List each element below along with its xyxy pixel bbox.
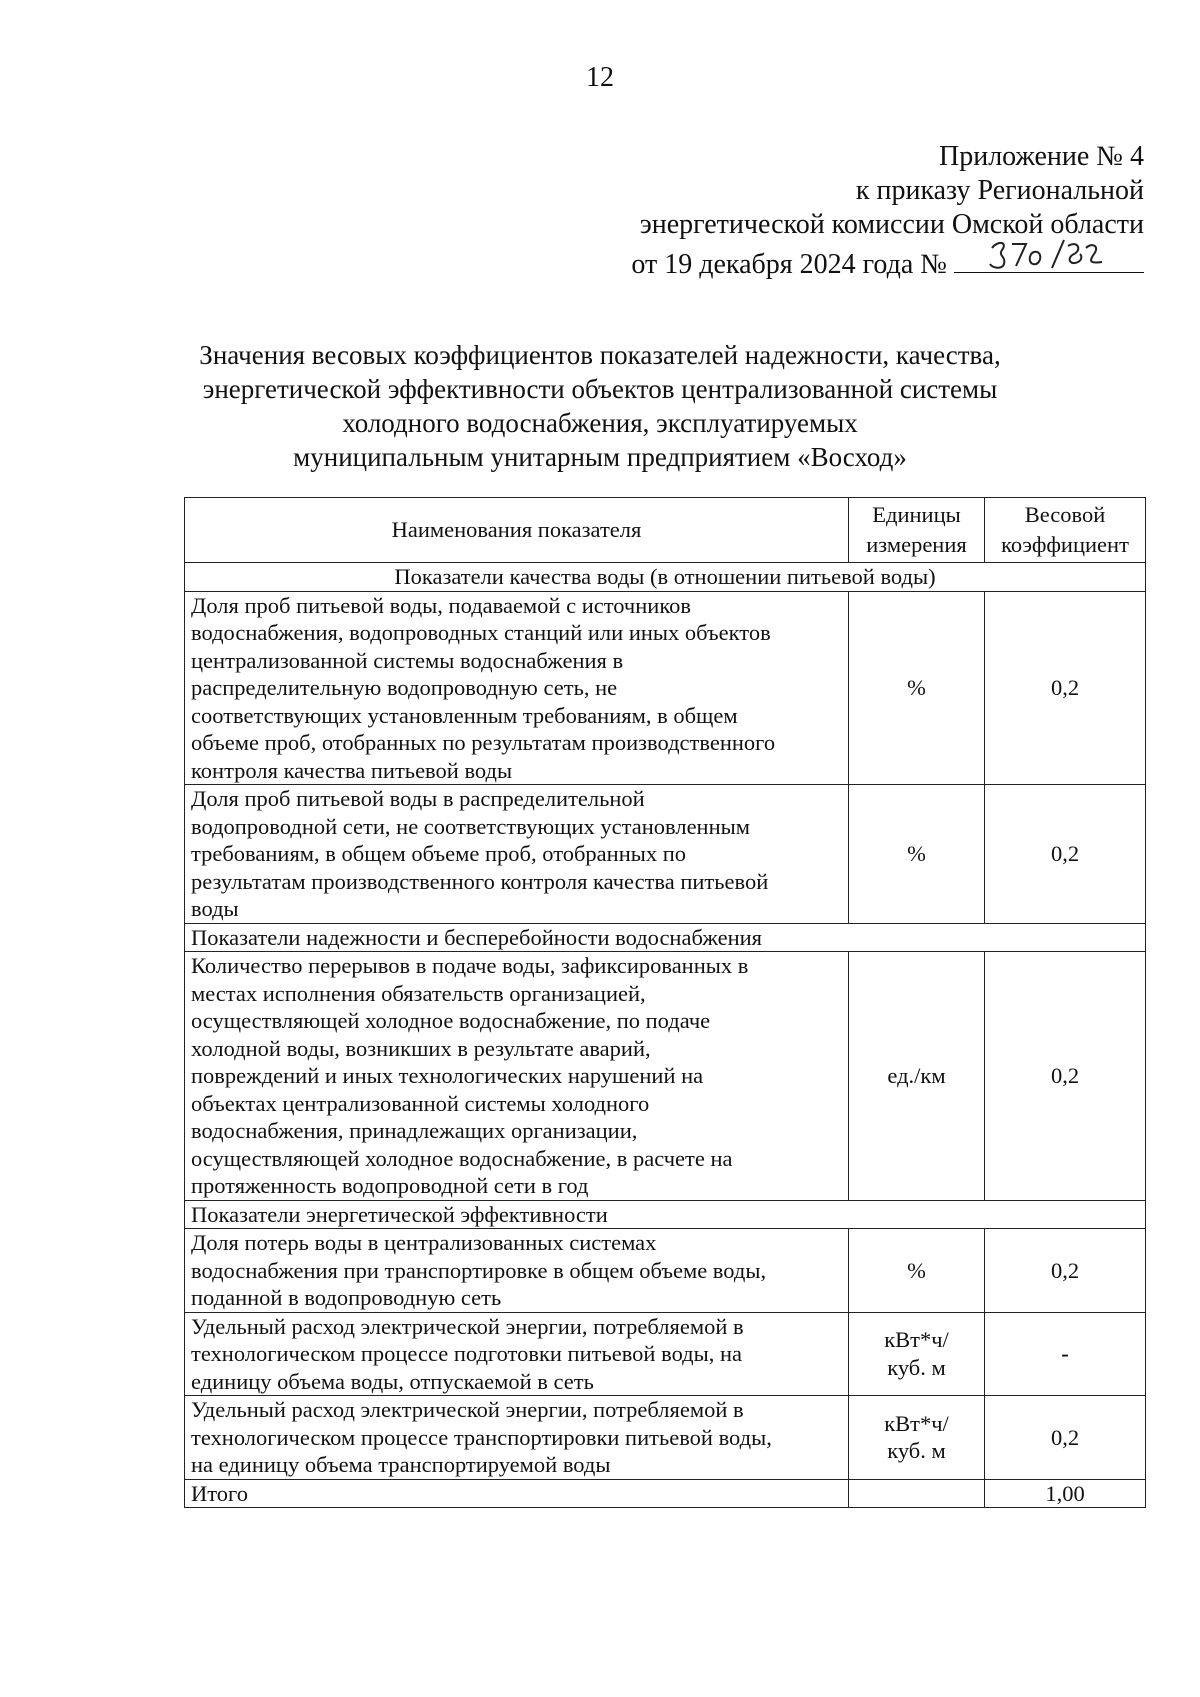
table-row [185, 1229, 1146, 1313]
name-line: результатам производственного контроля качества питьевой [191, 868, 769, 894]
header-unit-line-2: измерения [866, 532, 967, 557]
indicator-coef-6: 0,2 [985, 1396, 1146, 1480]
name-line: водоснабжения, принадлежащих организации, [191, 1118, 638, 1143]
indicator-name-4 [185, 1229, 849, 1313]
appendix-line-1: Приложение № 4 [939, 141, 1144, 172]
appendix-header [584, 140, 1144, 282]
indicator-unit-3: ед./км [849, 952, 985, 1201]
indicator-unit-2: % [849, 785, 985, 924]
indicator-name-1 [185, 591, 849, 785]
title-line-2: энергетической эффективности объектов централизованной системы [202, 374, 998, 404]
appendix-date-prefix: от 19 декабря 2024 года № [631, 249, 947, 280]
indicator-name-3 [185, 952, 849, 1201]
name-line: осуществляющей холодное водоснабжение, в расчете на [191, 1145, 733, 1171]
indicator-unit-1: % [849, 591, 985, 785]
name-line: Количество перерывов в подаче воды, зафиксированных в [191, 953, 749, 978]
appendix-line-4 [584, 242, 1144, 282]
section-row-water-quality [185, 563, 1146, 592]
total-row [185, 1479, 1146, 1508]
name-line: водоснабжения при транспортировке в общем объеме воды, [191, 1257, 767, 1283]
name-line: повреждений и иных технологических нарушений на [191, 1063, 704, 1088]
name-line: Доля потерь воды в централизованных системах [191, 1230, 657, 1255]
name-line: соответствующих установленным требованиям, в общем [191, 702, 738, 728]
title-line-1: Значения весовых коэффициентов показателей надежности, качества, [199, 340, 1001, 370]
order-number-field [954, 242, 1144, 273]
section-row-energy [185, 1200, 1146, 1229]
coefficients-table [184, 497, 1146, 1508]
appendix-line-3: энергетической комиссии Омской области [639, 209, 1144, 240]
unit-line-1: кВт*ч/ [884, 1327, 949, 1353]
name-line: единицу объема воды, отпускаемой в сеть [191, 1368, 594, 1394]
name-line: технологическом процессе транспортировки питьевой воды, [191, 1424, 772, 1450]
handwritten-order-number [982, 236, 1112, 276]
name-line: протяженность водопроводной сети в год [191, 1173, 589, 1198]
section-reliability: Показатели надежности и бесперебойности водоснабжения [185, 923, 1146, 952]
name-line: холодной воды, возникших в результате аварий, [191, 1035, 651, 1061]
page-number: 12 [586, 62, 614, 93]
name-line: контроля качества питьевой воды [191, 757, 513, 783]
header-unit [849, 498, 985, 563]
table-row [185, 1396, 1146, 1480]
indicator-coef-4: 0,2 [985, 1229, 1146, 1313]
section-row-reliability [185, 923, 1146, 952]
indicator-coef-2: 0,2 [985, 785, 1146, 924]
section-water-quality: Показатели качества воды (в отношении питьевой воды) [185, 563, 1146, 592]
name-line: местах исполнения обязательств организацией, [191, 980, 646, 1006]
name-line: объектах централизованной системы холодного [191, 1090, 650, 1116]
unit-line-1: кВт*ч/ [884, 1410, 949, 1436]
table-header-row [185, 498, 1146, 563]
name-line: водоснабжения, водопроводных станций или иных объектов [191, 620, 771, 645]
section-energy-efficiency: Показатели энергетической эффективности [185, 1200, 1146, 1229]
name-line: технологическом процессе подготовки питьевой воды, на [191, 1341, 743, 1366]
indicator-coef-3: 0,2 [985, 952, 1146, 1201]
total-coef: 1,00 [985, 1479, 1146, 1508]
name-line: распределительную водопроводную сеть, не [191, 675, 618, 700]
table-row [185, 785, 1146, 924]
name-line: Удельный расход электрической энергии, потребляемой в [191, 1313, 744, 1339]
table-row [185, 591, 1146, 785]
title-line-3: холодного водоснабжения, эксплуатируемых [342, 408, 858, 438]
indicator-unit-4: % [849, 1229, 985, 1313]
name-line: воды [191, 896, 239, 921]
table-row [185, 1312, 1146, 1396]
unit-line-2: куб. м [887, 1354, 946, 1380]
header-unit-line-1: Единицы [872, 502, 961, 527]
name-line: требованиям, в общем объеме проб, отобранных по [191, 841, 687, 866]
indicator-coef-1: 0,2 [985, 591, 1146, 785]
name-line: Доля проб питьевой воды, подаваемой с источников [191, 592, 691, 618]
header-coef-line-2: коэффициент [1001, 532, 1129, 557]
name-line: объеме проб, отобранных по результатам производственного [191, 730, 776, 755]
name-line: водопроводной сети, не соответствующих установленным [191, 813, 750, 839]
indicator-unit-6 [849, 1396, 985, 1480]
indicator-name-2 [185, 785, 849, 924]
header-coef [985, 498, 1146, 563]
document-title [0, 338, 1200, 474]
total-label: Итого [185, 1479, 849, 1508]
name-line: централизованной системы водоснабжения в [191, 647, 624, 673]
header-name: Наименования показателя [185, 498, 849, 563]
name-line: поданной в водопроводную сеть [191, 1285, 502, 1310]
name-line: Удельный расход электрической энергии, потребляемой в [191, 1397, 744, 1422]
name-line: на единицу объема транспортируемой воды [191, 1452, 611, 1477]
table-row [185, 952, 1146, 1201]
name-line: осуществляющей холодное водоснабжение, по подаче [191, 1008, 711, 1033]
name-line: Доля проб питьевой воды в распределительной [191, 786, 645, 811]
indicator-unit-5 [849, 1312, 985, 1396]
title-line-4: муниципальным унитарным предприятием «Восход» [293, 442, 907, 472]
indicator-name-6 [185, 1396, 849, 1480]
header-coef-line-1: Весовой [1024, 502, 1106, 527]
appendix-line-2: к приказу Региональной [855, 175, 1144, 206]
indicator-name-5 [185, 1312, 849, 1396]
indicator-coef-5: - [985, 1312, 1146, 1396]
total-unit [849, 1479, 985, 1508]
unit-line-2: куб. м [887, 1438, 946, 1464]
